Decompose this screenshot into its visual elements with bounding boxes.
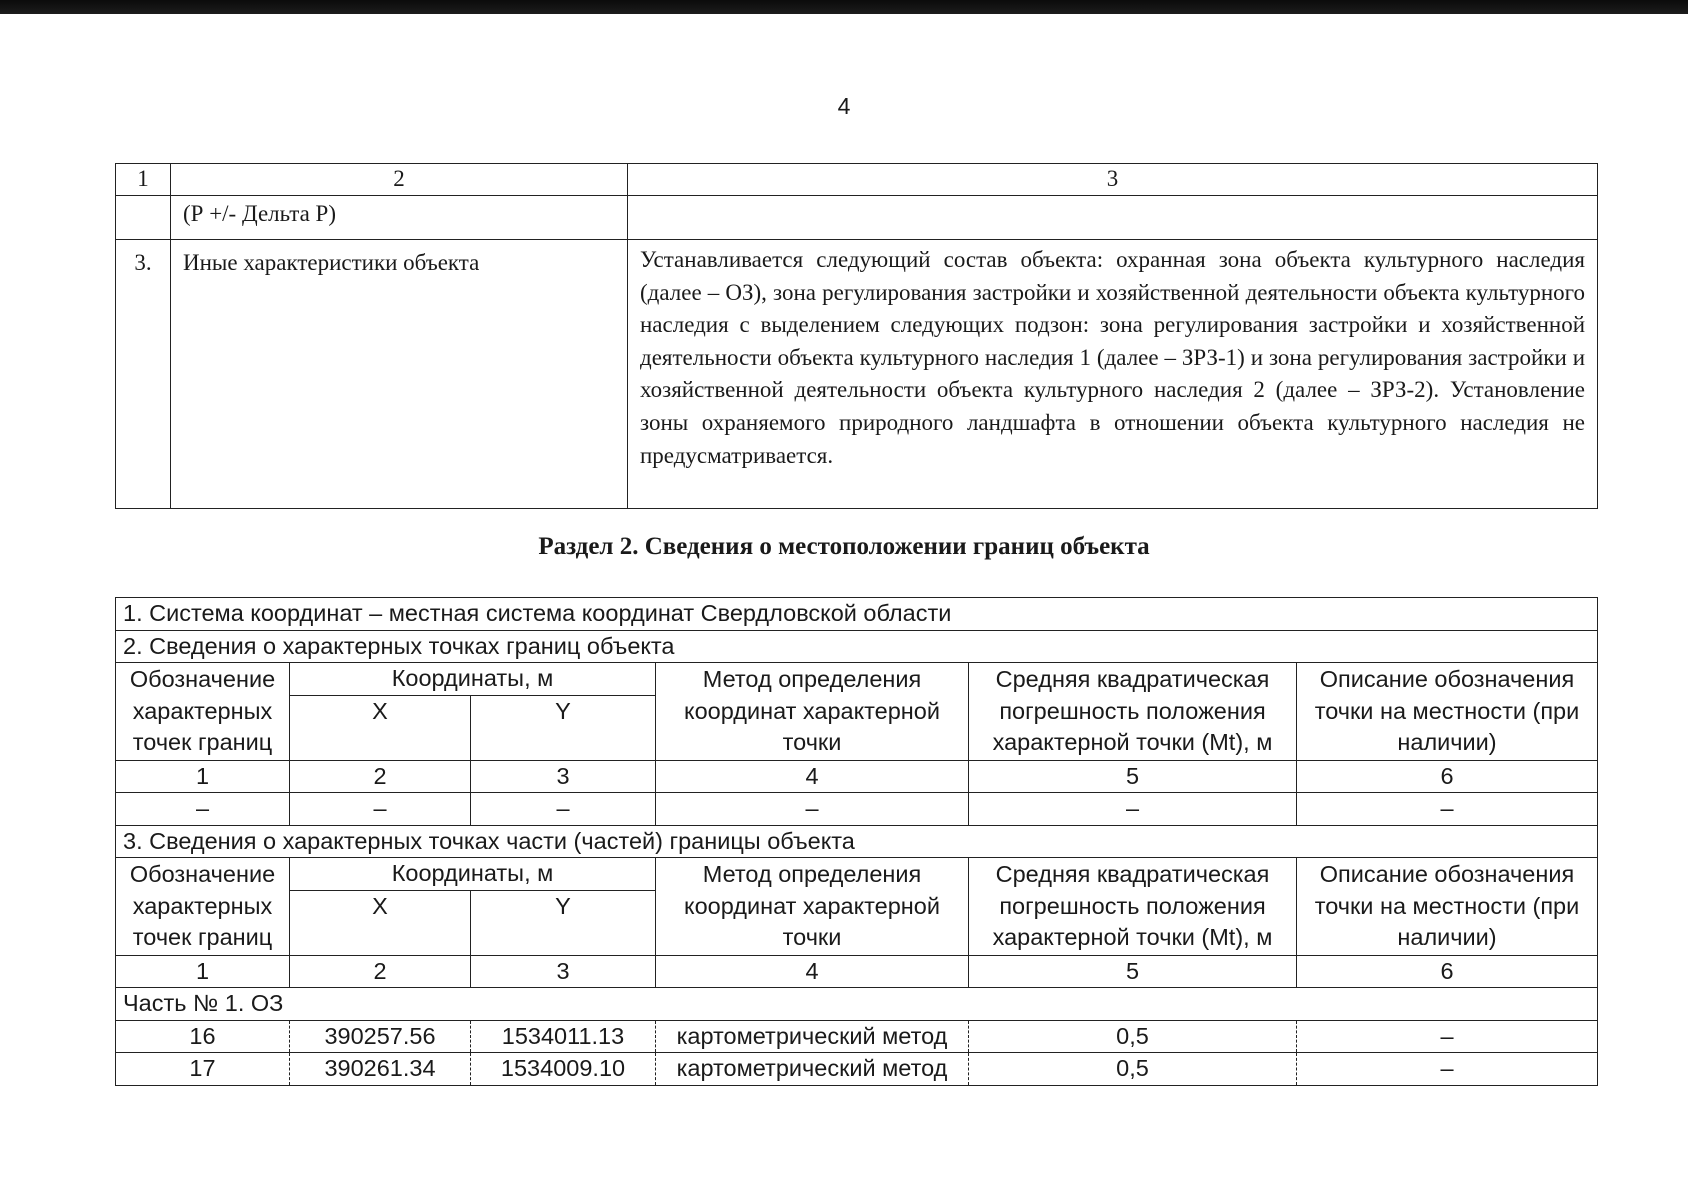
col-number: 4 — [656, 955, 969, 988]
header-description: Описание обозначения точки на местности (при наличии) — [1297, 858, 1598, 956]
coordinate-system-row: 1. Система координат – местная система координат Свердловской области — [116, 598, 1598, 631]
col-number: 5 — [969, 760, 1297, 793]
header-method: Метод определения координат характерной точки — [656, 858, 969, 956]
col-number-1: 1 — [116, 164, 171, 196]
col-number: 3 — [471, 955, 656, 988]
empty-value: – — [656, 793, 969, 826]
table-row — [116, 793, 1598, 826]
col-number: 5 — [969, 955, 1297, 988]
point-id: 17 — [116, 1053, 290, 1086]
point-method: картометрический метод — [656, 1020, 969, 1053]
characteristic-name: (Р +/- Дельта Р) — [171, 196, 628, 240]
header-error: Средняя квадратическая погрешность положения характерной точки (Mt), м — [969, 663, 1297, 761]
col-number-2: 2 — [171, 164, 628, 196]
col-number: 3 — [471, 760, 656, 793]
header-x: X — [290, 890, 471, 955]
scan-top-border — [0, 0, 1688, 14]
column-header-row — [116, 858, 1598, 891]
empty-value: – — [1297, 793, 1598, 826]
point-x: 390261.34 — [290, 1053, 471, 1086]
boundary-points-table — [115, 597, 1598, 1086]
table-row — [116, 196, 1598, 240]
table-row — [116, 240, 1598, 509]
point-description: – — [1297, 1053, 1598, 1086]
characteristic-value: Устанавливается следующий состав объекта: охранная зона объекта культурного наследия (далее – ОЗ), зона регулирования застройки и хозяйственной деятельности объекта культурного наследия с выделением следующих подзон: зона регулирования застройки и хозяйственной деятельности объекта культурного наследия 1 (далее – ЗРЗ-1) и зона регулирования застройки и хозяйственной деятельности объекта культурного наследия 2 (далее – ЗРЗ-2). Установление зоны охраняемого природного ландшафта в отношении объекта культурного наследия не предусматривается. — [628, 240, 1598, 509]
col-number: 2 — [290, 955, 471, 988]
object-characteristics-table — [115, 163, 1598, 509]
col-number: 6 — [1297, 760, 1598, 793]
empty-value: – — [290, 793, 471, 826]
header-designation: Обозначение характерных точек границ — [116, 858, 290, 956]
col-number: 1 — [116, 760, 290, 793]
header-y: Y — [471, 890, 656, 955]
column-number-row — [116, 760, 1598, 793]
table-row — [116, 630, 1598, 663]
part-label: Часть № 1. ОЗ — [116, 988, 1598, 1021]
header-coordinates: Координаты, м — [290, 858, 656, 891]
col-number: 6 — [1297, 955, 1598, 988]
header-error: Средняя квадратическая погрешность положения характерной точки (Mt), м — [969, 858, 1297, 956]
col-number: 4 — [656, 760, 969, 793]
row-number-cell — [116, 196, 171, 240]
header-coordinates: Координаты, м — [290, 663, 656, 696]
point-id: 16 — [116, 1020, 290, 1053]
col-number: 1 — [116, 955, 290, 988]
table-row — [116, 598, 1598, 631]
header-y: Y — [471, 695, 656, 760]
point-error: 0,5 — [969, 1020, 1297, 1053]
table-row — [116, 988, 1598, 1021]
header-method: Метод определения координат характерной точки — [656, 663, 969, 761]
table-row — [116, 1020, 1598, 1053]
empty-value: – — [969, 793, 1297, 826]
part-points-heading: 3. Сведения о характерных точках части (частей) границы объекта — [116, 825, 1598, 858]
characteristic-value — [628, 196, 1598, 240]
section-title: Раздел 2. Сведения о местоположении границ объекта — [538, 533, 1150, 560]
point-description: – — [1297, 1020, 1598, 1053]
table-header-row — [116, 164, 1598, 196]
table-row — [116, 1053, 1598, 1086]
row-number: 3. — [116, 240, 171, 509]
col-number: 2 — [290, 760, 471, 793]
point-error: 0,5 — [969, 1053, 1297, 1086]
point-x: 390257.56 — [290, 1020, 471, 1053]
column-number-row — [116, 955, 1598, 988]
boundary-points-heading: 2. Сведения о характерных точках границ объекта — [116, 630, 1598, 663]
header-x: X — [290, 695, 471, 760]
page-number: 4 — [837, 93, 851, 119]
point-y: 1534009.10 — [471, 1053, 656, 1086]
col-number-3: 3 — [628, 164, 1598, 196]
point-method: картометрический метод — [656, 1053, 969, 1086]
header-description: Описание обозначения точки на местности (при наличии) — [1297, 663, 1598, 761]
empty-value: – — [471, 793, 656, 826]
point-y: 1534011.13 — [471, 1020, 656, 1053]
column-header-row — [116, 663, 1598, 696]
characteristic-name: Иные характеристики объекта — [171, 240, 628, 509]
empty-value: – — [116, 793, 290, 826]
header-designation: Обозначение характерных точек границ — [116, 663, 290, 761]
table-row — [116, 825, 1598, 858]
